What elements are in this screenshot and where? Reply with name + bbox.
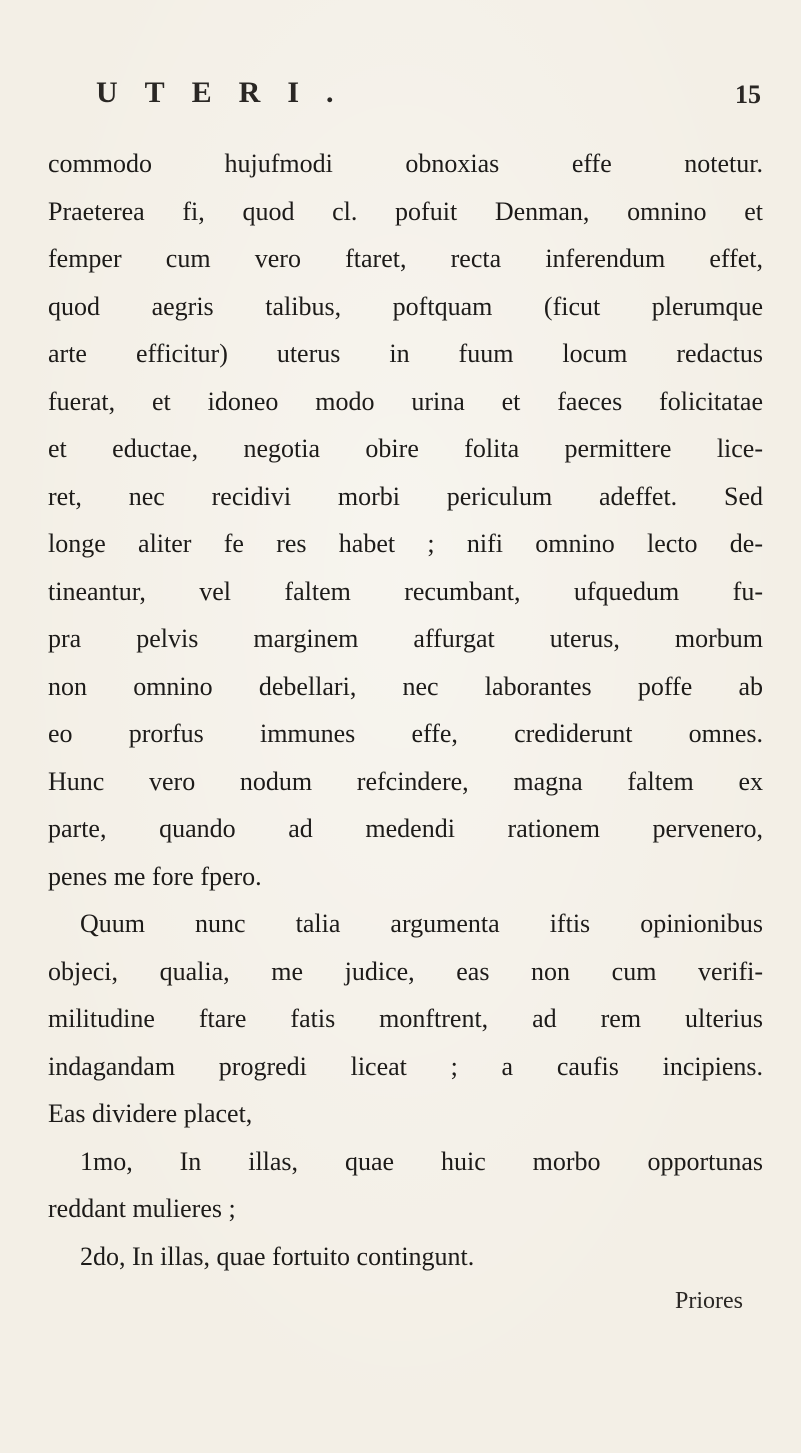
page-number: 15 bbox=[735, 80, 761, 109]
text-line: parte, quando ad medendi rationem pervenero, bbox=[48, 814, 763, 843]
text-line: non omnino debellari, nec laborantes poffe ab bbox=[48, 671, 763, 701]
text-line: ret, nec recidivi morbi periculum adeffet. Sed bbox=[48, 481, 763, 511]
text-line: Praeterea fi, quod cl. pofuit Denman, omnino et bbox=[48, 196, 763, 226]
running-title: UTERI. bbox=[96, 76, 361, 109]
text-line: indagandam progredi liceat ; a caufis incipiens. bbox=[48, 1051, 763, 1081]
running-head bbox=[0, 70, 801, 120]
text-line: 2do, In illas, quae fortuito contingunt. bbox=[80, 1241, 475, 1271]
text-line: eo prorfus immunes effe, crediderunt omnes. bbox=[48, 719, 763, 748]
text-line: 1mo, In illas, quae huic morbo opportunas bbox=[80, 1146, 763, 1176]
text-line: tineantur, vel faltem recumbant, ufquedum fu- bbox=[48, 576, 763, 606]
text-line: Quum nunc talia argumenta iftis opinionibus bbox=[80, 909, 763, 938]
text-line: longe aliter fe res habet ; nifi omnino lecto de- bbox=[48, 529, 763, 558]
text-line: Hunc vero nodum refcindere, magna faltem ex bbox=[48, 766, 763, 796]
text-line: objeci, qualia, me judice, eas non cum verifi- bbox=[48, 956, 763, 986]
text-line: fuerat, et idoneo modo urina et faeces folicitatae bbox=[48, 386, 763, 416]
text-line: reddant mulieres ; bbox=[48, 1194, 236, 1223]
text-line: et eductae, negotia obire folita permittere lice- bbox=[48, 434, 763, 463]
text-line: penes me fore fpero. bbox=[48, 861, 262, 891]
catchword: Priores bbox=[675, 1288, 743, 1314]
text-line: arte efficitur) uterus in fuum locum redactus bbox=[48, 339, 763, 368]
text-line: commodo hujufmodi obnoxias effe notetur. bbox=[48, 149, 763, 178]
text-line: pra pelvis marginem affurgat uterus, morbum bbox=[48, 624, 763, 653]
body-text bbox=[48, 140, 763, 1280]
text-line: femper cum vero ftaret, recta inferendum effet, bbox=[48, 244, 763, 273]
text-line: quod aegris talibus, poftquam (ficut plerumque bbox=[48, 291, 763, 321]
text-line: Eas dividere placet, bbox=[48, 1099, 253, 1128]
text-line: militudine ftare fatis monftrent, ad rem ulterius bbox=[48, 1004, 763, 1033]
